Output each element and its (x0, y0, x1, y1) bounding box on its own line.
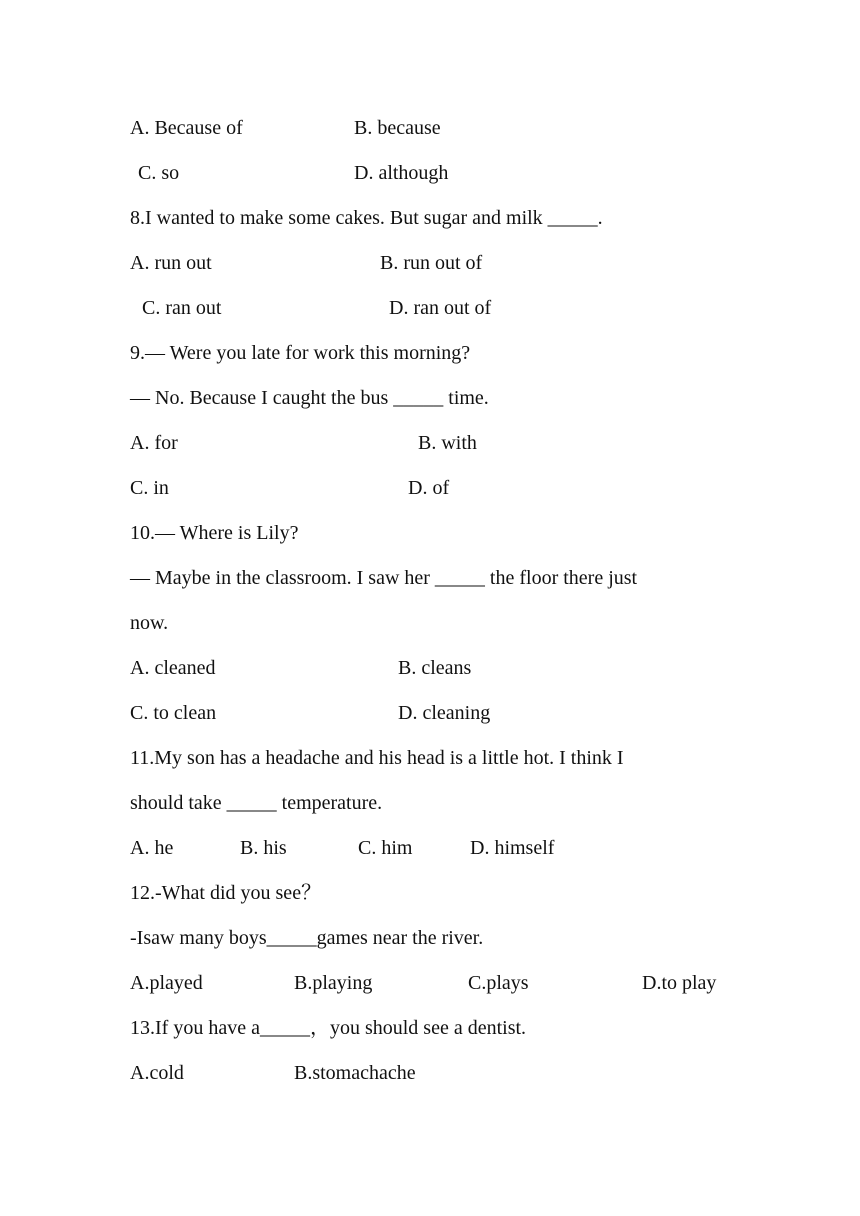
q7-option-a: A. Because of (130, 117, 243, 139)
q10-option-b: B. cleans (398, 657, 472, 679)
q7-option-d: D. although (354, 162, 449, 184)
q9-option-c: C. in (130, 477, 169, 499)
q12-stem-prefix: -Isaw many boys (130, 927, 267, 949)
q7-option-c: C. so (138, 162, 180, 184)
q8-option-d: D. ran out of (389, 297, 492, 319)
q12-option-a: A.played (130, 972, 203, 994)
q10-option-c: C. to clean (130, 702, 217, 724)
q8-option-a: A. run out (130, 252, 212, 274)
q12-stem-line-2 (130, 926, 483, 950)
q12-stem-line-1: 12.-What did you see？ (130, 882, 322, 904)
q10-stem-line-1: 10.— Where is Lily? (130, 522, 299, 544)
q12-option-d: D.to play (642, 972, 717, 994)
q9-option-d: D. of (408, 477, 450, 499)
q11-option-d: D. himself (470, 837, 555, 859)
q11-stem-line-1: 11.My son has a headache and his head is a little hot. I think I (130, 747, 624, 769)
q13-option-a: A.cold (130, 1062, 184, 1084)
q7-option-b: B. because (354, 117, 441, 139)
q10-stem-line-3: now. (130, 612, 169, 634)
q9-stem-line-2: — No. Because I caught the bus _____ time. (130, 387, 489, 409)
q12-stem-suffix: games near the river. (316, 927, 484, 949)
q8-option-b: B. run out of (380, 252, 483, 274)
q9-option-a: A. for (130, 432, 178, 454)
q9-option-b: B. with (418, 432, 477, 454)
q12-blank: _____ (266, 927, 317, 949)
q11-option-c: C. him (358, 837, 413, 859)
q11-option-b: B. his (240, 837, 287, 859)
q12-option-b: B.playing (294, 972, 373, 994)
q11-option-a: A. he (130, 837, 174, 859)
q13-stem-suffix: ，you should see a dentist. (309, 1017, 527, 1039)
q9-stem-line-1: 9.— Were you late for work this morning? (130, 342, 471, 364)
q10-option-a: A. cleaned (130, 657, 216, 679)
q13-stem (130, 1016, 526, 1040)
q10-stem-line-2: — Maybe in the classroom. I saw her _____ the floor there just (130, 567, 638, 589)
q13-option-b: B.stomachache (294, 1062, 416, 1084)
q8-option-c: C. ran out (142, 297, 222, 319)
q8-stem: 8.I wanted to make some cakes. But sugar and milk _____. (130, 207, 603, 229)
q11-stem-line-2: should take _____ temperature. (130, 792, 383, 814)
q13-blank: _____ (259, 1017, 310, 1039)
q12-option-c: C.plays (468, 972, 529, 994)
q13-stem-prefix: 13.If you have a (130, 1017, 260, 1039)
q10-option-d: D. cleaning (398, 702, 491, 724)
